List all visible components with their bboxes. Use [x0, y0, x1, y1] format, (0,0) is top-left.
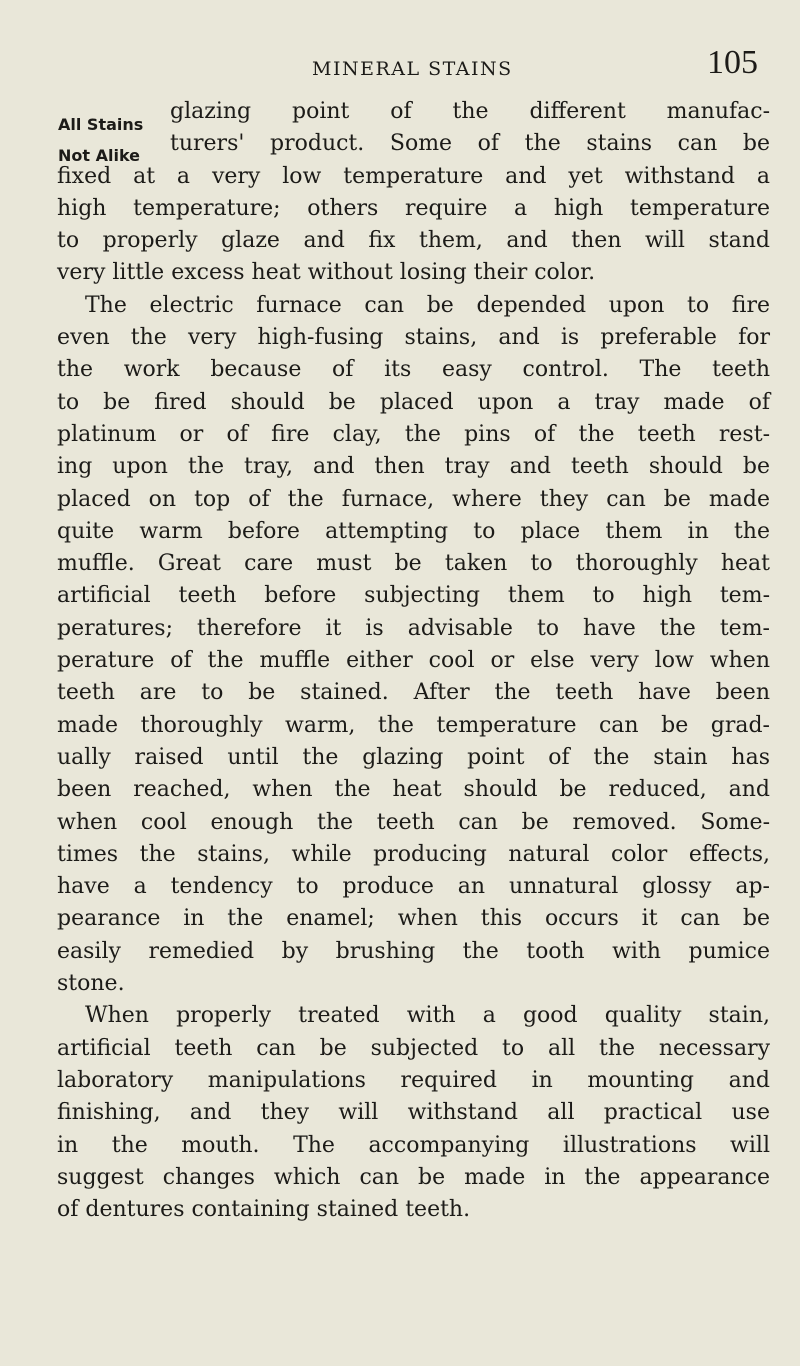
text-line: The electric furnace can be depended upon to fire — [85, 292, 770, 318]
text-line: been reached, when the heat should be reduced, and — [57, 777, 770, 803]
text-line: even the very high-fusing stains, and is preferable for — [57, 325, 770, 351]
text-line: turers' product. Some of the stains can be — [170, 131, 770, 157]
text-line: fixed at a very low temperature and yet withstand a — [57, 163, 770, 189]
text-line: have a tendency to produce an unnatural glossy ap- — [57, 874, 770, 900]
page-number: 105 — [707, 44, 758, 81]
text-line: times the stains, while producing natural color effects, — [57, 841, 770, 867]
text-line: pearance in the enamel; when this occurs it can be — [57, 906, 770, 932]
body-text — [57, 96, 770, 1226]
running-head: MINERAL STAINS — [312, 58, 513, 80]
text-line: the work because of its easy control. The teeth — [57, 357, 770, 383]
text-line: ing upon the tray, and then tray and teeth should be — [57, 454, 770, 480]
text-line: quite warm before attempting to place them in the — [57, 518, 770, 544]
text-line: to be fired should be placed upon a tray made of — [57, 389, 770, 415]
text-line: easily remedied by brushing the tooth with pumice — [57, 938, 770, 964]
text-line: artificial teeth before subjecting them to high tem- — [57, 583, 770, 609]
text-line: placed on top of the furnace, where they can be made — [57, 486, 770, 512]
text-line: glazing point of the different manufac- — [170, 99, 770, 124]
sidenote-line-1: All Stains — [58, 115, 144, 134]
text-line: when cool enough the teeth can be removed. Some- — [57, 809, 770, 835]
text-line: high temperature; others require a high temperature — [57, 195, 770, 221]
text-line: stone. — [57, 971, 125, 997]
text-line: perature of the muffle either cool or else very low when — [57, 648, 770, 674]
text-line: made thoroughly warm, the temperature can be grad- — [57, 712, 770, 738]
text-line: very little excess heat without losing their color. — [57, 260, 596, 286]
text-line: suggest changes which can be made in the appearance — [57, 1164, 770, 1190]
text-line: finishing, and they will withstand all practical use — [57, 1100, 770, 1126]
text-line: artificial teeth can be subjected to all the necessary — [57, 1035, 770, 1061]
text-line: in the mouth. The accompanying illustrations will — [57, 1132, 770, 1158]
text-line: ually raised until the glazing point of the stain has — [57, 744, 770, 770]
text-line: to properly glaze and fix them, and then will stand — [57, 228, 770, 254]
text-line: peratures; therefore it is advisable to have the tem- — [57, 615, 770, 641]
text-line: laboratory manipulations required in mounting and — [57, 1067, 770, 1093]
text-line: of dentures containing stained teeth. — [57, 1197, 471, 1223]
sidenote-line-2: Not Alike — [58, 146, 141, 165]
text-line: platinum or of fire clay, the pins of the teeth rest- — [57, 421, 770, 447]
text-line: teeth are to be stained. After the teeth have been — [57, 680, 770, 706]
text-line: When properly treated with a good quality stain, — [85, 1003, 770, 1029]
text-line: muffle. Great care must be taken to thoroughly heat — [57, 551, 770, 577]
